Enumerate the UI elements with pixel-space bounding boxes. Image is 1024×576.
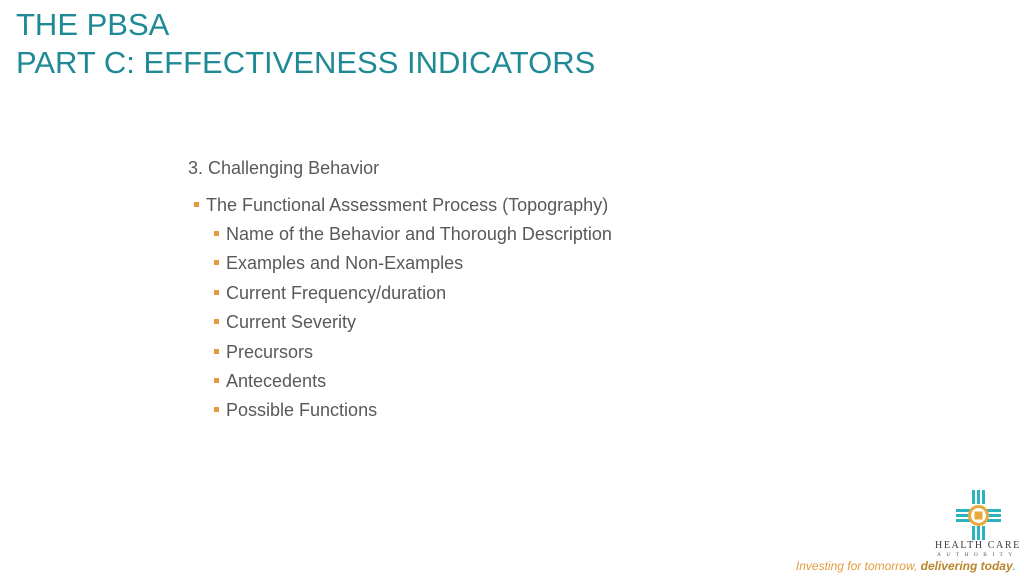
bullet-square-icon — [214, 319, 219, 324]
tagline-part-3: . — [1012, 559, 1016, 573]
section-heading: 3. Challenging Behavior — [188, 158, 380, 178]
sub-bullet-text: Current Frequency/duration — [226, 282, 447, 303]
slide-title — [16, 6, 595, 82]
sub-bullet-item — [208, 398, 612, 422]
footer-tagline — [796, 559, 1016, 573]
title-line-2: PART C: EFFECTIVENESS INDICATORS — [16, 45, 596, 80]
title-line-1: THE PBSA — [16, 7, 170, 42]
sub-bullet-item — [208, 222, 612, 246]
sub-bullet-list — [208, 222, 612, 422]
bullet-square-icon — [214, 407, 219, 412]
bullet-square-icon — [214, 290, 219, 295]
bullet-square-icon — [214, 260, 219, 265]
bullet-square-icon — [214, 378, 219, 383]
sub-bullet-item — [208, 251, 612, 275]
slide-content — [188, 156, 612, 428]
tagline-part-1: Investing for tomorrow, — [795, 559, 921, 573]
bullet-square-icon — [214, 349, 219, 354]
sub-bullet-text: Possible Functions — [226, 400, 378, 421]
sub-bullet-text: Name of the Behavior and Thorough Description — [226, 224, 612, 244]
org-name-line-2: AUTHORITY — [937, 552, 1018, 558]
sub-bullet-item — [208, 369, 612, 393]
bullet-square-icon — [214, 231, 219, 236]
sub-bullet-item — [208, 340, 612, 364]
tagline-part-2: delivering today — [920, 559, 1013, 573]
sub-bullet-text: Precursors — [226, 341, 314, 362]
org-name-line-1: HEALTH CARE — [935, 540, 1021, 551]
bullet-square-icon — [194, 202, 199, 207]
sub-bullet-item — [208, 281, 612, 305]
sub-bullet-text: Antecedents — [226, 370, 327, 391]
sub-bullet-text: Examples and Non-Examples — [226, 253, 464, 274]
main-bullet — [188, 193, 612, 217]
main-bullet-text: The Functional Assessment Process (Topography) — [206, 195, 609, 215]
sub-bullet-text: Current Severity — [226, 312, 357, 333]
sub-bullet-item — [208, 310, 612, 334]
logo-center — [975, 512, 983, 520]
